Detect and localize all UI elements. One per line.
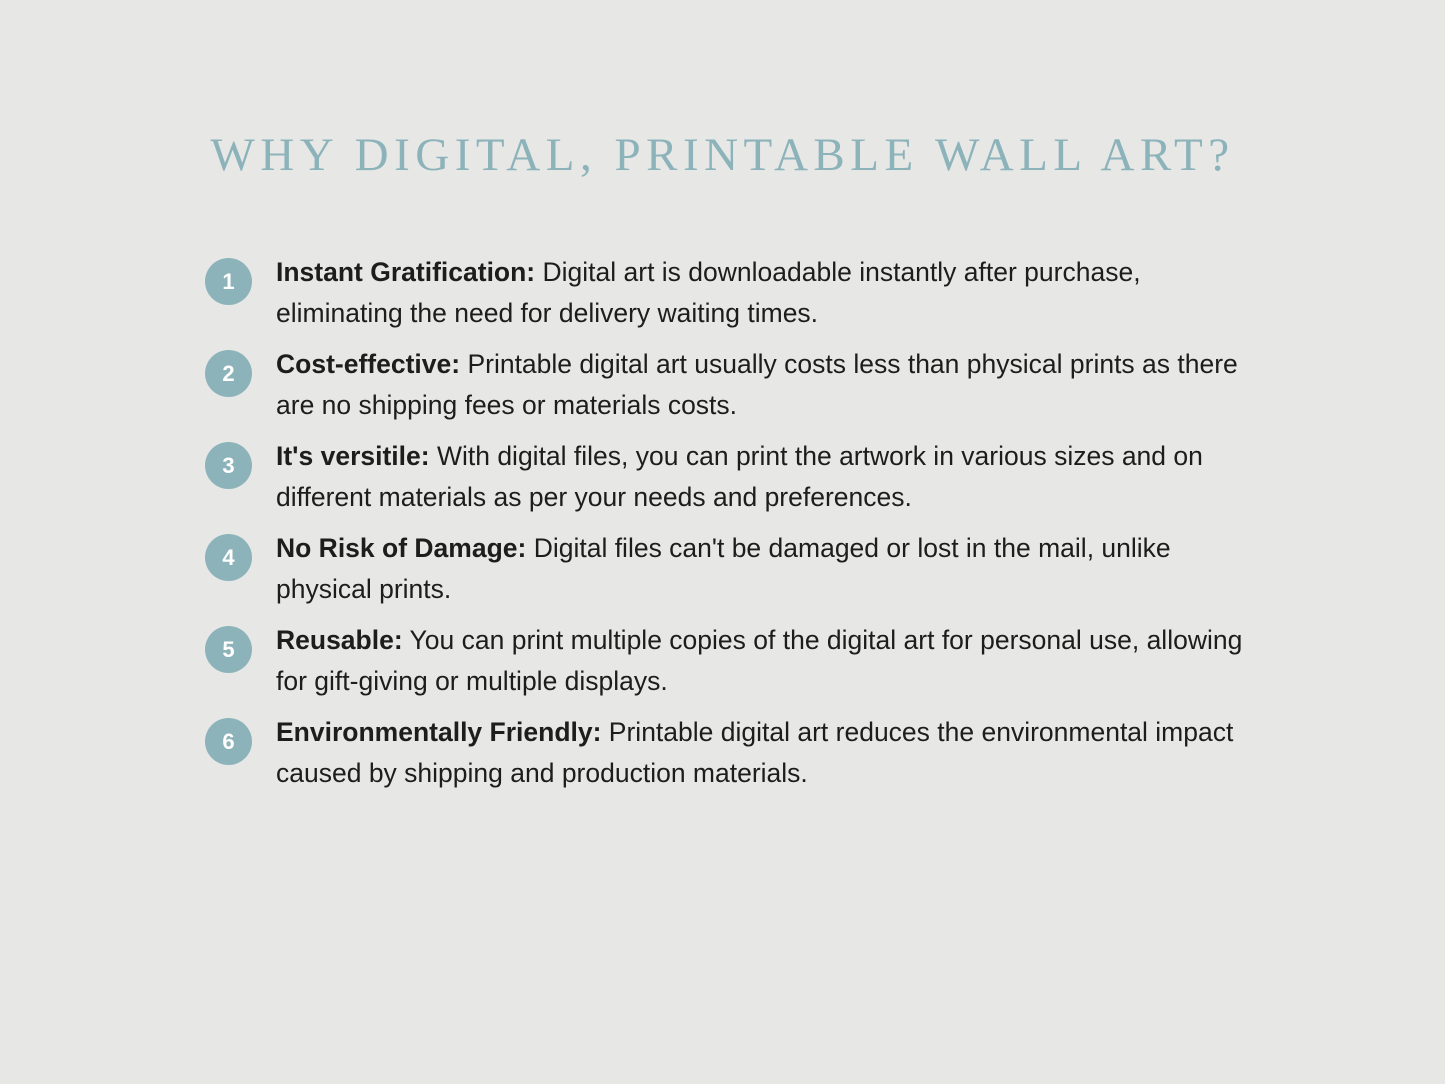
item-number-badge: 6 (205, 718, 252, 765)
page-title: WHY DIGITAL, PRINTABLE WALL ART? (210, 129, 1235, 181)
list-item (205, 436, 1255, 517)
item-body: You can print multiple copies of the digital art for personal use, allowing for gift-giving or multiple displays. (276, 625, 1243, 696)
item-number-badge: 1 (205, 258, 252, 305)
item-body: Digital art is downloadable instantly after purchase, eliminating the need for delivery waiting times. (276, 257, 1141, 328)
item-lead: Reusable: (276, 625, 403, 655)
item-number-badge: 5 (205, 626, 252, 673)
list-item (205, 620, 1255, 701)
item-body: Printable digital art usually costs less than physical prints as there are no shipping fees or materials costs. (276, 349, 1238, 420)
item-text (276, 252, 1255, 333)
item-text (276, 712, 1255, 793)
benefits-list (205, 252, 1255, 804)
item-text (276, 620, 1255, 701)
list-item (205, 528, 1255, 609)
item-body: Digital files can't be damaged or lost in the mail, unlike physical prints. (276, 533, 1171, 604)
item-text (276, 344, 1255, 425)
item-text (276, 528, 1255, 609)
item-lead: Cost-effective: (276, 349, 461, 379)
item-lead: No Risk of Damage: (276, 533, 527, 563)
item-lead: It's versitile: (276, 441, 430, 471)
list-item (205, 712, 1255, 793)
item-text (276, 436, 1255, 517)
item-body: Printable digital art reduces the environmental impact caused by shipping and production materials. (276, 717, 1234, 788)
item-number-badge: 3 (205, 442, 252, 489)
list-item (205, 344, 1255, 425)
list-item (205, 252, 1255, 333)
item-number-badge: 4 (205, 534, 252, 581)
item-lead: Environmentally Friendly: (276, 717, 602, 747)
item-number-badge: 2 (205, 350, 252, 397)
item-body: With digital files, you can print the artwork in various sizes and on different materials as per your needs and preferences. (276, 441, 1203, 512)
item-lead: Instant Gratification: (276, 257, 536, 287)
